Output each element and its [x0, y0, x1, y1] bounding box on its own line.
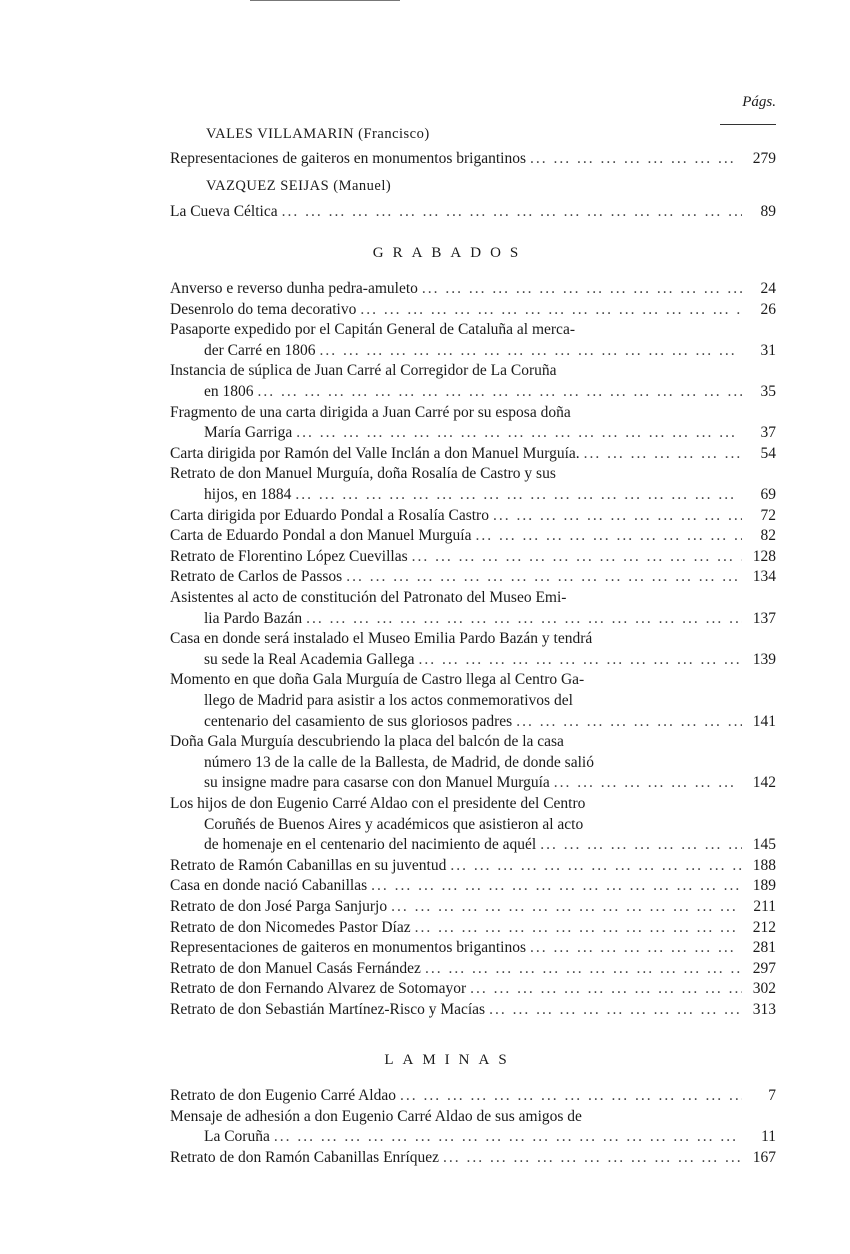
- page-number: 281: [752, 939, 776, 957]
- entry-line: [170, 300, 776, 321]
- entry-title: Coruñés de Buenos Aires y académicos que asistieron al acto: [204, 815, 584, 833]
- entry-line: [170, 753, 776, 774]
- index-entry: [170, 918, 776, 939]
- leader-dots: [258, 382, 742, 403]
- page-number: 54: [760, 444, 776, 462]
- entry-line: [170, 959, 776, 980]
- entry-title: Instancia de súplica de Juan Carré al Corregidor de La Coruña: [170, 362, 557, 380]
- entry-title: Desenrolo do tema decorativo: [170, 300, 357, 318]
- index-entry: [170, 444, 776, 465]
- leader-dots: [282, 202, 742, 223]
- entry-title: centenario del casamiento de sus gloriosos padres: [204, 712, 513, 730]
- entry-line: [170, 588, 776, 609]
- index-entry: [170, 794, 776, 856]
- leader-dots: [540, 835, 742, 856]
- entry-line: [170, 341, 776, 362]
- page-number: 313: [752, 1001, 776, 1018]
- entry-title: Retrato de don Fernando Alvarez de Sotomayor: [170, 980, 467, 998]
- pages-column-label: Págs.: [742, 94, 776, 110]
- page-number: 167: [752, 1148, 776, 1166]
- page-number: 89: [760, 203, 776, 220]
- entry-title: Representaciones de gaiteros en monumentos brigantinos: [170, 150, 526, 167]
- index-entry: [170, 897, 776, 918]
- index-entry: [170, 1086, 776, 1107]
- entry-title: La Coruña: [204, 1128, 270, 1146]
- entry-line: [170, 670, 776, 691]
- entry-title: Retrato de Carlos de Passos: [170, 568, 343, 586]
- entry-line: [170, 691, 776, 712]
- entry-line: [170, 918, 776, 939]
- entry-line: [170, 567, 776, 588]
- index-entry: [170, 279, 776, 300]
- entry-line: [170, 1148, 776, 1169]
- index-entry: [170, 300, 776, 321]
- page-number: 137: [752, 609, 776, 627]
- leader-dots: [296, 423, 742, 444]
- leader-dots: [418, 650, 742, 671]
- entry-line: [170, 485, 776, 506]
- entry-line: [170, 526, 776, 547]
- page-number: 145: [752, 836, 776, 854]
- entry-line: [170, 794, 776, 815]
- section-heading: LAMINAS: [384, 1052, 516, 1068]
- index-entry: [170, 732, 776, 794]
- leader-dots: [493, 506, 742, 527]
- entry-line: [170, 856, 776, 877]
- page-number: 141: [752, 712, 776, 730]
- entry-title: Anverso e reverso dunha pedra-amuleto: [170, 280, 418, 297]
- leader-dots: [306, 609, 742, 630]
- index-entry: [170, 959, 776, 980]
- entry-line: [170, 320, 776, 341]
- entry-line: [170, 815, 776, 836]
- index-entry: [170, 629, 776, 670]
- author-entry: [170, 149, 776, 170]
- page-number: 211: [753, 898, 776, 915]
- entry-line: [170, 1127, 776, 1148]
- entry-title: Casa en donde nació Cabanillas: [170, 877, 368, 895]
- index-entry: [170, 403, 776, 444]
- leader-dots: [295, 485, 742, 506]
- entry-title: hijos, en 1884: [204, 485, 292, 503]
- entry-line: [170, 835, 776, 856]
- entry-line: [170, 149, 776, 170]
- entry-line: [170, 444, 776, 465]
- entry-line: [170, 712, 776, 733]
- entry-title: der Carré en 1806: [204, 341, 316, 359]
- leader-dots: [443, 1148, 742, 1169]
- entry-title: Retrato de don Sebastián Martínez-Risco y Macías: [170, 1001, 486, 1018]
- entry-title: Retrato de Florentino López Cuevillas: [170, 547, 408, 565]
- entry-line: [170, 650, 776, 671]
- page-number: 139: [752, 650, 776, 668]
- page-number: 69: [760, 485, 776, 503]
- entry-title: número 13 de la calle de la Ballesta, de Madrid, de donde salió: [204, 753, 594, 771]
- top-rule: [250, 0, 400, 1]
- index-entry: [170, 1107, 776, 1148]
- entry-title: Retrato de don José Parga Sanjurjo: [170, 898, 388, 915]
- entry-title: Asistentes al acto de constitución del Patronato del Museo Emi-: [170, 589, 567, 606]
- entry-title: Doña Gala Murguía descubriendo la placa del balcón de la casa: [170, 733, 564, 751]
- page-number: 31: [760, 341, 776, 359]
- entry-line: [170, 464, 776, 485]
- index-entry: [170, 1148, 776, 1169]
- entry-line: [170, 382, 776, 403]
- page-number: 188: [752, 856, 776, 874]
- index-entry: [170, 464, 776, 505]
- entry-title: de homenaje en el centenario del nacimiento de aquél: [204, 836, 537, 854]
- entry-line: [170, 897, 776, 918]
- pages-column-rule: [720, 124, 776, 125]
- entry-line: [170, 876, 776, 897]
- entry-title: Carta dirigida por Eduardo Pondal a Rosalía Castro: [170, 506, 489, 524]
- entry-title: Mensaje de adhesión a don Eugenio Carré Aldao de sus amigos de: [170, 1107, 582, 1125]
- index-entry: [170, 1000, 776, 1021]
- page-number: 82: [760, 527, 776, 545]
- entry-line: [170, 403, 776, 424]
- leader-dots: [475, 526, 742, 547]
- page-number: 26: [760, 300, 776, 318]
- page-number: 134: [752, 568, 776, 586]
- entry-line: [170, 1000, 776, 1021]
- entry-title: su insigne madre para casarse con don Manuel Murguía: [204, 774, 550, 792]
- entry-line: [170, 279, 776, 300]
- index-entry: [170, 506, 776, 527]
- leader-dots: [422, 279, 742, 300]
- page-number: 128: [752, 547, 776, 565]
- index-entry: [170, 361, 776, 402]
- entry-title: Retrato de don Nicomedes Pastor Díaz: [170, 918, 411, 936]
- leader-dots: [516, 712, 742, 733]
- entry-title: Retrato de don Manuel Casás Fernández: [170, 959, 421, 977]
- entry-title: llego de Madrid para asistir a los actos conmemorativos del: [204, 691, 573, 709]
- author-entry: [170, 202, 776, 223]
- entry-title: Fragmento de una carta dirigida a Juan Carré por su esposa doña: [170, 403, 571, 421]
- index-entry: [170, 526, 776, 547]
- leader-dots: [274, 1127, 742, 1148]
- entry-line: [170, 361, 776, 382]
- entry-title: Retrato de Ramón Cabanillas en su juventud: [170, 856, 447, 874]
- entry-title: en 1806: [204, 382, 254, 400]
- entry-line: [170, 1086, 776, 1107]
- leader-dots: [371, 876, 742, 897]
- entry-title: Representaciones de gaiteros en monumentos brigantinos: [170, 939, 526, 957]
- leader-dots: [530, 938, 742, 959]
- page-number: 279: [752, 150, 776, 167]
- index-entry: [170, 547, 776, 568]
- entry-line: [170, 423, 776, 444]
- leader-dots: [470, 979, 742, 1000]
- author-name: VAZQUEZ SEIJAS (Manuel): [206, 178, 392, 194]
- page-number: 35: [760, 382, 776, 400]
- entry-title: María Garriga: [204, 424, 293, 442]
- entry-title: Retrato de don Ramón Cabanillas Enríquez: [170, 1148, 440, 1166]
- leader-dots: [319, 341, 742, 362]
- page-number: 11: [761, 1128, 776, 1146]
- leader-dots: [391, 897, 742, 918]
- leader-dots: [425, 959, 742, 980]
- page-number: 212: [752, 918, 776, 936]
- entry-line: [170, 938, 776, 959]
- index-entry: [170, 876, 776, 897]
- leader-dots: [412, 547, 742, 568]
- page-number: 297: [752, 959, 776, 977]
- entry-title: Momento en que doña Gala Murguía de Castro llega al Centro Ga-: [170, 671, 585, 689]
- leader-dots: [554, 773, 742, 794]
- entry-title: Casa en donde será instalado el Museo Emilia Pardo Bazán y tendrá: [170, 630, 593, 648]
- leader-dots: [400, 1086, 742, 1107]
- entry-line: [170, 773, 776, 794]
- page-number: 189: [752, 877, 776, 895]
- leader-dots: [346, 567, 742, 588]
- page-number: 7: [768, 1087, 776, 1104]
- index-entry: [170, 320, 776, 361]
- entry-title: lia Pardo Bazán: [204, 609, 303, 627]
- entry-title: su sede la Real Academia Gallega: [204, 650, 415, 668]
- index-entry: [170, 856, 776, 877]
- page-number: 142: [752, 774, 776, 792]
- author-name: VALES VILLAMARIN (Francisco): [206, 126, 430, 142]
- entry-title: Los hijos de don Eugenio Carré Aldao con el presidente del Centro: [170, 795, 586, 812]
- entry-title: La Cueva Céltica: [170, 203, 278, 220]
- page-number: 37: [760, 424, 776, 442]
- entry-line: [170, 609, 776, 630]
- index-entry: [170, 938, 776, 959]
- entry-line: [170, 629, 776, 650]
- entry-title: Carta dirigida por Ramón del Valle Inclán a don Manuel Murguía.: [170, 444, 580, 462]
- entry-title: Pasaporte expedido por el Capitán General de Cataluña al merca-: [170, 321, 575, 339]
- entry-line: [170, 506, 776, 527]
- leader-dots: [360, 300, 742, 321]
- leader-dots: [584, 444, 742, 465]
- entry-line: [170, 732, 776, 753]
- page-number: 72: [760, 506, 776, 524]
- entry-line: [170, 979, 776, 1000]
- entry-line: [170, 1107, 776, 1128]
- index-entry: [170, 670, 776, 732]
- entry-title: Carta de Eduardo Pondal a don Manuel Murguía: [170, 527, 472, 545]
- section-heading: GRABADOS: [372, 245, 528, 261]
- index-entry: [170, 567, 776, 588]
- page-number: 302: [752, 980, 776, 998]
- entry-title: Retrato de don Manuel Murguía, doña Rosalía de Castro y sus: [170, 465, 556, 483]
- entry-line: [170, 202, 776, 223]
- leader-dots: [489, 1000, 742, 1021]
- leader-dots: [415, 918, 742, 939]
- leader-dots: [530, 149, 742, 170]
- entry-line: [170, 547, 776, 568]
- index-entry: [170, 588, 776, 629]
- entry-title: Retrato de don Eugenio Carré Aldao: [170, 1087, 396, 1104]
- index-entry: [170, 979, 776, 1000]
- page-number: 24: [760, 280, 776, 297]
- leader-dots: [450, 856, 742, 877]
